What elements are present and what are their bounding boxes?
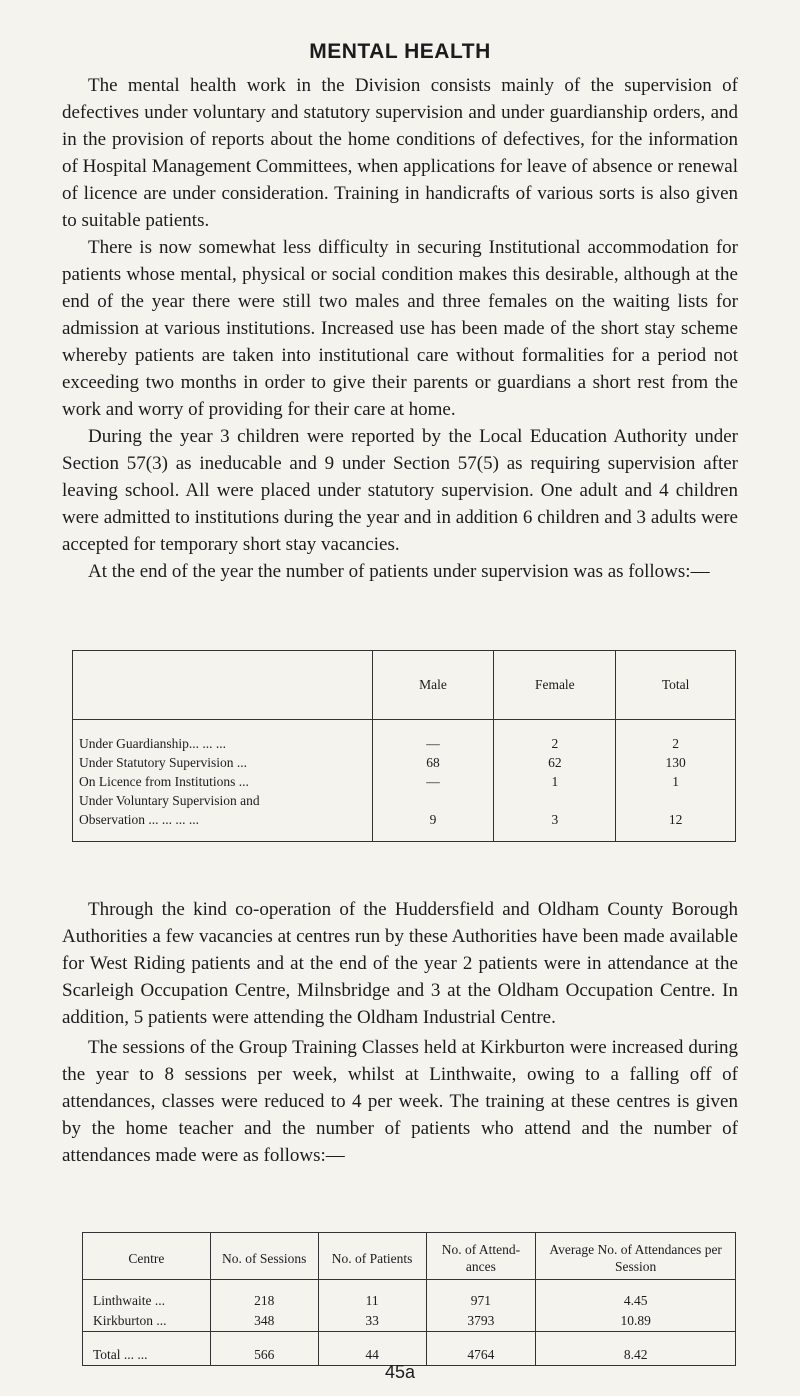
sessions-cell: 348: [210, 1311, 318, 1332]
male-cell: 68: [372, 753, 494, 772]
female-cell: 2: [494, 720, 616, 754]
paragraph: During the year 3 children were reported by the Local Education Authority under Section 57(3) as ineducable and 9 under Section 57(5) as requiring supervision after leaving school. All were placed under statutory supervision. One adult and 4 children were admitted to institutions during the year and in addition 6 children and 3 adults were accepted for temporary short stay vacancies.: [62, 426, 738, 555]
row-label: On Licence from Institutions ...: [79, 774, 249, 789]
table-row: [73, 753, 736, 772]
total-cell: 12: [616, 810, 736, 842]
row-label: Under Guardianship... ... ...: [79, 736, 226, 751]
header-cell: Total: [616, 651, 736, 720]
paragraph: Through the kind co-operation of the Huddersfield and Oldham County Borough Authorities a few vacancies at centres run by these Authorities have been made available for West Riding patients and at the end of the year 2 patients were in attendance at the Scarleigh Occupation Centre, Milnsbridge and 3 at the Oldham Occupation Centre. In addition, 5 patients were attending the Oldham Industrial Centre.: [62, 899, 738, 1028]
table-row: [83, 1280, 736, 1312]
centre-cell: Linthwaite ...: [93, 1293, 165, 1308]
male-cell: [372, 791, 494, 810]
male-cell: —: [372, 772, 494, 791]
header-cell: Centre: [83, 1233, 211, 1280]
header-cell: Female: [494, 651, 616, 720]
paragraph: The sessions of the Group Training Classes held at Kirkburton were increased during the year to 8 sessions per week, whilst at Linthwaite, owing to a falling off of attendances, classes were reduced to 4 per week. The training at these centres is given by the home teacher and the number of patients who attend and the number of attendances made were as follows:—: [62, 1037, 738, 1166]
attendances-cell: 3793: [426, 1311, 536, 1332]
male-cell: —: [372, 720, 494, 754]
supervision-table: [72, 650, 736, 842]
header-cell: No. of Sessions: [210, 1233, 318, 1280]
table-row: [73, 772, 736, 791]
header-cell: Average No. of Attendances per Session: [536, 1233, 736, 1280]
average-cell: 4.45: [536, 1280, 736, 1312]
table-row: [73, 810, 736, 842]
intro-text: [62, 72, 738, 585]
total-cell: 130: [616, 753, 736, 772]
total-cell: [616, 791, 736, 810]
header-cell: No. of Attend- ances: [426, 1233, 536, 1280]
patients-cell: 33: [318, 1311, 426, 1332]
female-cell: [494, 791, 616, 810]
total-row: [83, 1332, 736, 1366]
average-cell: 8.42: [536, 1332, 736, 1366]
sessions-cell: 566: [210, 1332, 318, 1366]
female-cell: 62: [494, 753, 616, 772]
page-title: MENTAL HEALTH: [309, 40, 491, 63]
row-label: Under Statutory Supervision ...: [79, 755, 247, 770]
table-header-row: [83, 1233, 736, 1280]
table-row: [83, 1311, 736, 1332]
table-header-row: [73, 651, 736, 720]
page-number: 45a: [384, 1362, 416, 1382]
female-cell: 3: [494, 810, 616, 842]
row-label: Observation ... ... ... ...: [73, 810, 373, 842]
average-cell: 10.89: [536, 1311, 736, 1332]
table-row: [73, 791, 736, 810]
male-cell: 9: [372, 810, 494, 842]
centre-cell: Total ... ...: [83, 1332, 211, 1366]
patients-cell: 11: [318, 1280, 426, 1312]
attendances-cell: 971: [426, 1280, 536, 1312]
paragraph: There is now somewhat less difficulty in securing Institutional accommodation for patients whose mental, physical or social condition makes this desirable, although at the end of the year there were still two males and three females on the waiting lists for admission at various institutions. Increased use has been made of the short stay scheme whereby patients are taken into institutional care without formalities for a period not exceeding two months in order to give their parents or guardians a short rest from the work and worry of providing for their care at home.: [62, 237, 738, 420]
training-table: [82, 1232, 736, 1366]
total-cell: 2: [616, 720, 736, 754]
cooperation-text: [62, 896, 738, 1031]
centre-cell: Kirkburton ...: [93, 1313, 167, 1328]
female-cell: 1: [494, 772, 616, 791]
total-cell: 1: [616, 772, 736, 791]
paragraph: At the end of the year the number of patients under supervision was as follows:—: [88, 561, 710, 582]
row-label: Under Voluntary Supervision and: [79, 793, 260, 808]
header-cell: Male: [372, 651, 494, 720]
header-cell: [73, 651, 373, 720]
patients-cell: 44: [318, 1332, 426, 1366]
attendances-cell: 4764: [426, 1332, 536, 1366]
training-text: [62, 1034, 738, 1169]
paragraph: The mental health work in the Division consists mainly of the supervision of defectives under voluntary and statutory supervision and under guardianship orders, and in the provision of reports about the home conditions of defectives, for the information of Hospital Management Committees, when applications for leave of absence or renewal of licence are under consideration. Training in handicrafts of various sorts is also given to suitable patients.: [62, 75, 738, 231]
sessions-cell: 218: [210, 1280, 318, 1312]
table-row: [73, 720, 736, 754]
header-cell: No. of Patients: [318, 1233, 426, 1280]
